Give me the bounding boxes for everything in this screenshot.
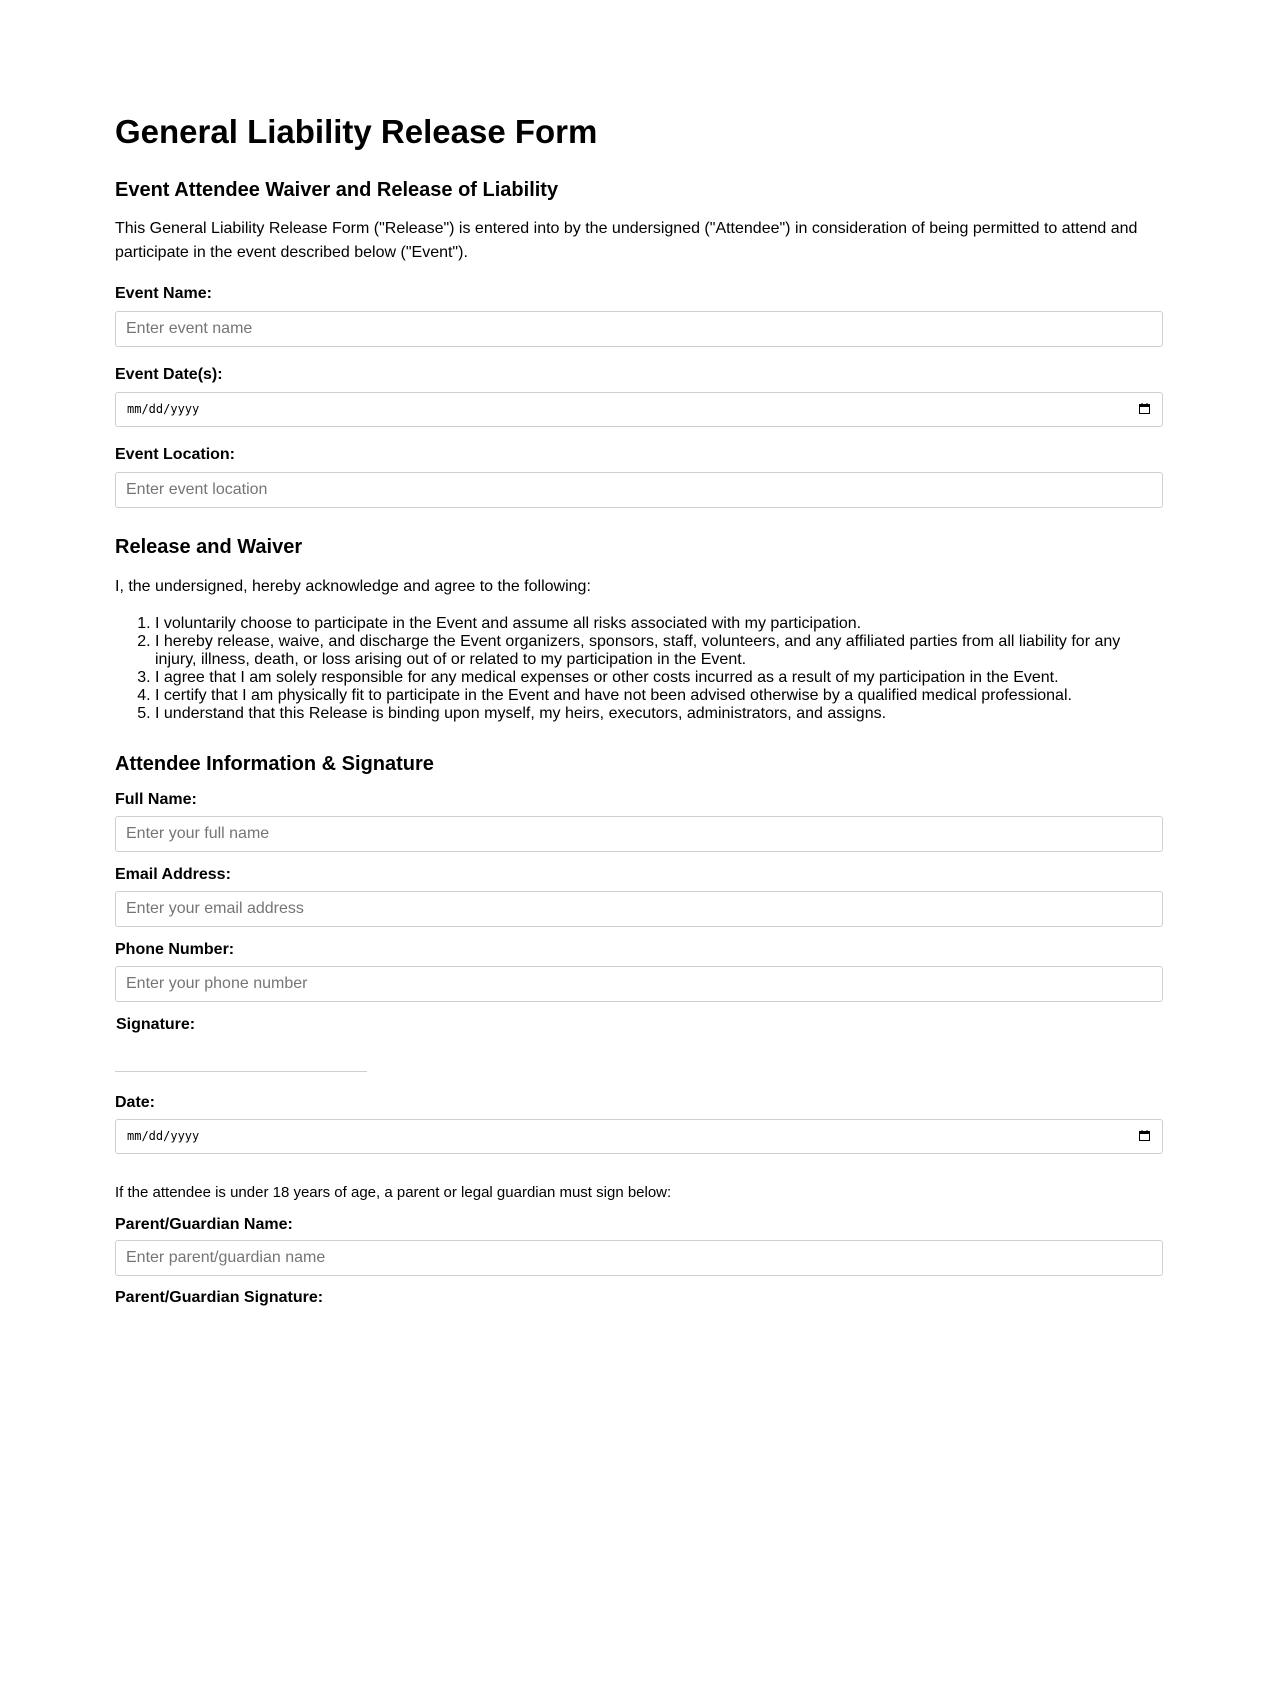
guardian-name-input[interactable] [116, 1241, 1162, 1275]
event-date-input[interactable] [115, 392, 1163, 427]
guardian-note: If the attendee is under 18 years of age, a parent or legal guardian must sign below: [115, 1184, 672, 1201]
email-label: Email Address: [115, 866, 231, 883]
phone-input[interactable] [116, 967, 1162, 1001]
signature-label: Signature: [116, 1016, 196, 1033]
guardian-name-field [115, 1240, 1163, 1276]
signature-date-value: mm/dd/yyyy [127, 1129, 200, 1143]
email-input[interactable] [116, 892, 1162, 926]
release-intro: I, the undersigned, hereby acknowledge and agree to the following: [115, 578, 591, 595]
calendar-icon[interactable] [1139, 403, 1150, 414]
calendar-icon[interactable] [1139, 1130, 1150, 1141]
intro-heading: Event Attendee Waiver and Release of Liability [115, 179, 559, 201]
event-name-input[interactable] [116, 312, 1162, 346]
guardian-signature-label: Parent/Guardian Signature: [115, 1289, 324, 1306]
email-field [115, 891, 1163, 927]
event-date-value: mm/dd/yyyy [127, 402, 200, 416]
event-location-label: Event Location: [115, 446, 236, 463]
list-item: 2. I hereby release, waive, and discharge the Event organizers, sponsors, staff, volunteers, and any affiliated parties from all liability for any injury, illness, death, or loss arising out of or related to my participation in the Event. [155, 633, 1163, 669]
full-name-field [115, 816, 1163, 852]
phone-field [115, 966, 1163, 1002]
page-title: General Liability Release Form [115, 113, 598, 150]
event-name-field [115, 311, 1163, 347]
list-item: 5. I understand that this Release is binding upon myself, my heirs, executors, administrators, and assigns. [155, 705, 1163, 723]
full-name-label: Full Name: [115, 791, 197, 808]
signature-date-input[interactable] [115, 1119, 1163, 1154]
intro-paragraph: This General Liability Release Form ("Release") is entered into by the undersigned ("Attendee") in consideration of being permitted to attend and participate in the event described below ("Event"). [115, 220, 1138, 261]
list-item: 1. I voluntarily choose to participate in the Event and assume all risks associated with my participation. [155, 615, 1163, 633]
signature-pad[interactable] [115, 1071, 367, 1072]
full-name-input[interactable] [116, 817, 1162, 851]
event-location-field [115, 472, 1163, 508]
guardian-name-label: Parent/Guardian Name: [115, 1216, 293, 1233]
date-label: Date: [115, 1094, 156, 1111]
event-name-label: Event Name: [115, 285, 212, 302]
event-location-input[interactable] [116, 473, 1162, 507]
release-terms-list [115, 615, 1163, 723]
release-heading: Release and Waiver [115, 536, 303, 558]
list-item: 3. I agree that I am solely responsible for any medical expenses or other costs incurred as a result of my participation in the Event. [155, 669, 1163, 687]
list-item: 4. I certify that I am physically fit to participate in the Event and have not been advised otherwise by a qualified medical professional. [155, 687, 1163, 705]
event-dates-label: Event Date(s): [115, 366, 223, 383]
phone-label: Phone Number: [115, 941, 235, 958]
attendee-heading: Attendee Information & Signature [115, 753, 434, 775]
